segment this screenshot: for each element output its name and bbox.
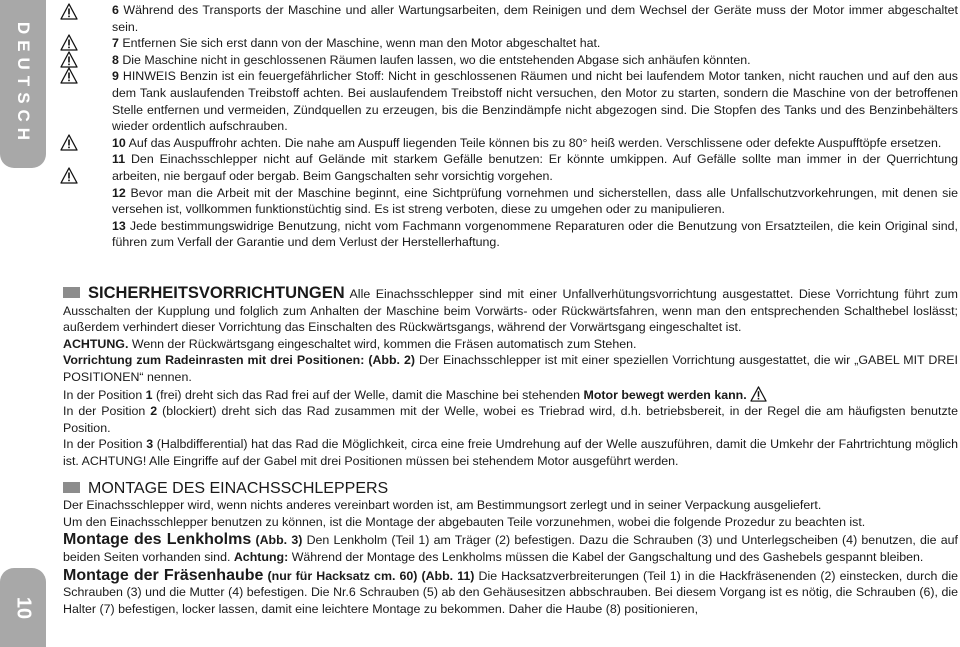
section-square-icon <box>63 287 80 298</box>
page-number-badge <box>0 568 46 647</box>
sub-heading: Montage des Lenkholms <box>63 531 252 549</box>
safety-item: 10 Auf das Auspuffrohr achten. Die nahe am Auspuff liegenden Teile können bis zu 80° heiß werden. Verschlissene oder defekte Auspufftöpfe ersetzen. <box>112 135 942 150</box>
warning-triangle-icon <box>60 67 78 85</box>
warning-triangle-icon <box>60 167 78 185</box>
warning-paragraph: ACHTUNG. Wenn der Rückwärtsgang eingeschaltet wird, kommen die Fräsen automatisch zum Stehen. <box>63 336 637 351</box>
safety-item: 9 HINWEIS Benzin ist ein feuergefährlicher Stoff: Nicht in geschlossenen Räumen und nicht bei laufendem Motor tanken, nicht rauchen und auf den aus dem Tank auslaufenden Treibstoff achten. Bei auslaufendem Treibstoff nicht versuchen, den Motor zu starten, sondern die Maschine von der betroffenen Stelle entfernen und vermeiden, Zündquellen zu erzeugen, bis die Benzindämpfe nicht abgezogen sind. Die Stopfen des Tanks und des Benzinbehälters wieder ordentlich aufschrauben. <box>112 69 958 134</box>
main-content <box>63 285 958 617</box>
section-heading: SICHERHEITSVORRICHTUNGEN <box>88 284 345 302</box>
warning-triangle-icon <box>750 386 767 402</box>
sub-heading: Vorrichtung zum Radeinrasten mit drei Positionen: (Abb. 2) <box>63 353 415 368</box>
language-tab <box>0 0 46 168</box>
section-assembly <box>63 481 958 498</box>
section-heading: MONTAGE DES EINACHSSCHLEPPERS <box>88 479 389 497</box>
safety-instructions-list <box>112 2 958 251</box>
safety-item: 7 Entfernen Sie sich erst dann von der Maschine, wenn man den Motor abgeschaltet hat. <box>112 36 601 51</box>
warning-triangle-icon <box>60 34 78 52</box>
warning-triangle-icon <box>60 134 78 152</box>
warning-triangle-icon <box>60 3 78 21</box>
page-number: 10 <box>12 596 35 619</box>
section-square-icon <box>63 482 80 493</box>
safety-item: 6 Während des Transports der Maschine und aller Wartungsarbeiten, dem Reinigen und dem Wechsel der Geräte muss der Motor immer abgeschaltet sein. <box>112 3 958 34</box>
language-label: DEUTSCH <box>14 21 33 147</box>
safety-item: 8 Die Maschine nicht in geschlossenen Räumen laufen lassen, wo die entstehenden Abgase sich anhäufen könnten. <box>112 52 751 67</box>
assembly-paragraph: Um den Einachsschlepper benutzen zu können, ist die Montage der abgebauten Teile vorzunehmen, wobei die folgende Prozedur zu beachten ist. <box>63 514 866 529</box>
safety-item: 13 Jede bestimmungswidrige Benutzung, nicht vom Fachmann vorgenommene Reparaturen oder die Benutzung von Ersatzteilen, die kein Original sind, führen zum Verfall der Garantie und dem Verlust der Herstellerhaftung. <box>112 218 958 250</box>
assembly-paragraph: Der Einachsschlepper wird, wenn nichts anderes vereinbart worden ist, am Bestimmungsort zerlegt und in seiner Verpackung ausgeliefert. <box>63 498 822 513</box>
position-1-paragraph: In der Position 1 (frei) dreht sich das Rad frei auf der Welle, damit die Maschine bei stehenden Motor bewegt werden kann. <box>63 386 958 404</box>
position-3-paragraph: In der Position 3 (Halbdifferential) hat das Rad die Möglichkeit, circa eine freie Umdrehung auf der Welle auszuführen, damit die Umkehr der Fahrtrichtung möglich ist. ACHTUNG! Alle Eingriffe auf der Gabel mit drei Positionen müssen bei stehendem Motor ausgeführt werden. <box>63 437 959 468</box>
handlebar-assembly: Montage des Lenkholms (Abb. 3) Den Lenkholm (Teil 1) am Träger (2) befestigen. Dazu die Schrauben (3) und Unterlegscheiben (4) benutzen, die auf beiden Seiten vorhanden sind. Achtung: Während der Montage des Lenkholms müssen die Kabel der Gangschaltung und des Gashebels gespannt bleiben. <box>63 531 959 564</box>
safety-item: 12 Bevor man die Arbeit mit der Maschine beginnt, eine Sichtprüfung vornehmen und sicherstellen, dass alle Unfallschutzvorkehrungen, mit denen sie versehen ist, vollkommen funktionstüchtig sind. Es ist streng verboten, diese zu umgehen oder zu manipulieren. <box>112 185 958 217</box>
sub-heading: Montage der Fräsenhaube <box>63 566 264 584</box>
position-2-paragraph: In der Position 2 (blockiert) dreht sich das Rad zusammen mit der Welle, wobei es Triebrad wird, d.h. betriebsbereit, in der Regel die am häufigsten benutzte Position. <box>63 404 958 435</box>
section-safety-devices: SICHERHEITSVORRICHTUNGEN Alle Einachsschlepper sind mit einer Unfallverhütungsvorrichtung ausgestattet. Diese Vorrichtung führt zum Ausschalten der Kupplung und folglich zum Anhalten der Maschine beim Vorwärts- oder Rückwärtsfahren, wenn man den entsprechenden Schalthebel loslässt; außerdem verhindert dieser Vorrichtung das Einschalten des Rückwärtsgangs, während der Vorwärtsgang eingeschaltet ist. <box>63 284 958 335</box>
sub-section: Vorrichtung zum Radeinrasten mit drei Positionen: (Abb. 2) Der Einachsschlepper ist mit einer speziellen Vorrichtung ausgestattet, die wir „GABEL MIT DREI POSITIONEN“ nennen. <box>63 353 958 384</box>
safety-item: 11 Den Einachsschlepper nicht auf Gelände mit starkem Gefälle benutzen: Er könnte umkippen. Auf Gefälle sollte man immer in der Querrichtung arbeiten, nie bergauf oder bergab. Beim Gangschalten sehr vorsichtig vorgehen. <box>112 152 958 183</box>
tiller-hood-assembly: Montage der Fräsenhaube (nur für Hacksatz cm. 60) (Abb. 11) Die Hacksatzverbreiterungen (Teil 1) in die Hackfräsenenden (2) einstecken, durch die Schrauben (3) und die Mutter (4) befestigen. Die Nr.6 Schrauben (5) ab den Gehäusesitzen abbschrauben. Bei diesem Vorgang ist es nötig, die Schrauben (6), die Halter (7) befestigen, locker lassen, damit eine leichtere Montage zu bekommen. Daher die Haube (8) positionieren, <box>63 566 958 616</box>
